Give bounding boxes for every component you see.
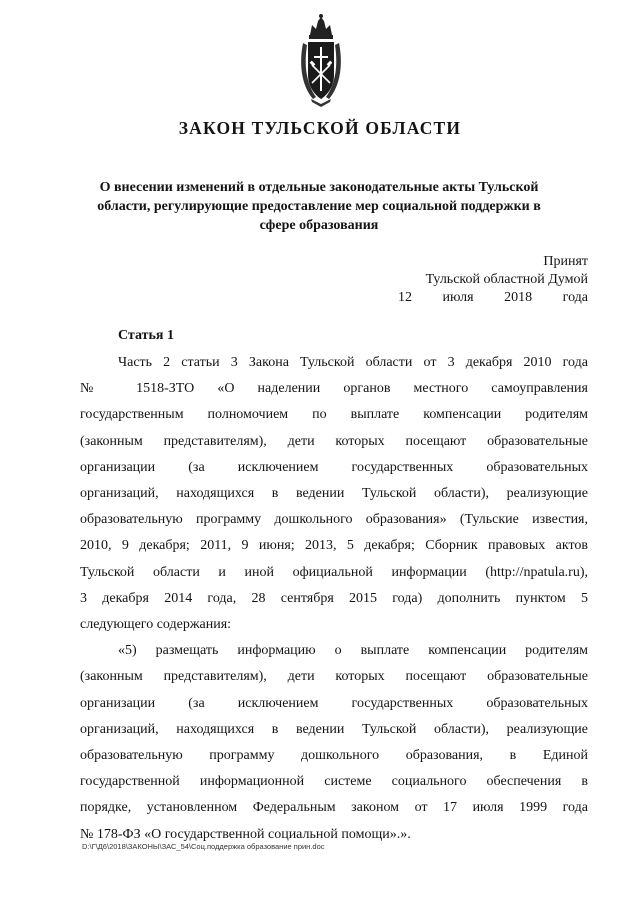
body-line: Часть 2 статьи 3 Закона Тульской области от 3 декабря 2010 года xyxy=(118,355,588,370)
adopted-by: Тульской областной Думой xyxy=(425,272,588,287)
law-subject xyxy=(88,178,550,235)
subject-line: сфере образования xyxy=(259,218,379,233)
adoption-month: июля xyxy=(442,290,474,305)
body-line: порядке, установленном Федеральным законом от 17 июля 1999 года xyxy=(80,800,588,816)
article-body xyxy=(80,350,588,848)
file-path: D:\Г\Д6\2018\ЗАКОНЫ\ЗАС_54\Соц.поддержка образование прин.doc xyxy=(82,842,325,851)
tula-coat-of-arms-icon xyxy=(299,13,343,108)
article-heading: Статья 1 xyxy=(118,328,174,343)
body-line: № 1518-ЗТО «О наделении органов местного самоуправления xyxy=(80,381,588,397)
adoption-date xyxy=(398,289,588,307)
adoption-block xyxy=(398,253,588,307)
body-line: организаций, находящихся в ведении Тульской области), реализующие xyxy=(80,721,588,737)
body-line: (законным представителям), дети которых посещают образовательные xyxy=(80,433,588,449)
body-line: образовательную программу дошкольного образования» (Тульские известия, xyxy=(80,512,588,528)
subject-line: области, регулирующие предоставление мер социальной поддержки в xyxy=(97,199,541,214)
adopted-label: Принят xyxy=(543,254,588,269)
body-line: образовательную программу дошкольного образования, в Единой xyxy=(80,748,588,764)
body-line: организаций, находящихся в ведении Тульской области), реализующие xyxy=(80,486,588,502)
body-line: следующего содержания: xyxy=(80,617,232,633)
body-line: государственной информационной системе социального обеспечения в xyxy=(80,774,588,790)
body-line: (законным представителям), дети которых посещают образовательные xyxy=(80,669,588,685)
adoption-year-word: года xyxy=(562,290,588,305)
body-line: Тульской области и иной официальной информации (http://npatula.ru), xyxy=(80,564,588,580)
subject-line: О внесении изменений в отдельные законодательные акты Тульской xyxy=(99,180,539,195)
body-line: «5) размещать информацию о выплате компенсации родителям xyxy=(118,643,588,659)
body-line: государственным полномочием по выплате компенсации родителям xyxy=(80,407,588,423)
body-line: 2010, 9 декабря; 2011, 9 июня; 2013, 5 декабря; Сборник правовых актов xyxy=(80,538,588,554)
law-title: ЗАКОН ТУЛЬСКОЙ ОБЛАСТИ xyxy=(178,118,462,138)
body-line: организации (за исключением государственных образовательных xyxy=(80,459,588,475)
adoption-day: 12 xyxy=(398,290,412,305)
body-line: организации (за исключением государственных образовательных xyxy=(80,695,588,711)
adoption-year: 2018 xyxy=(504,290,533,305)
body-line: 3 декабря 2014 года, 28 сентября 2015 года) дополнить пунктом 5 xyxy=(80,590,588,606)
body-line: № 178-ФЗ «О государственной социальной помощи».». xyxy=(80,826,411,842)
